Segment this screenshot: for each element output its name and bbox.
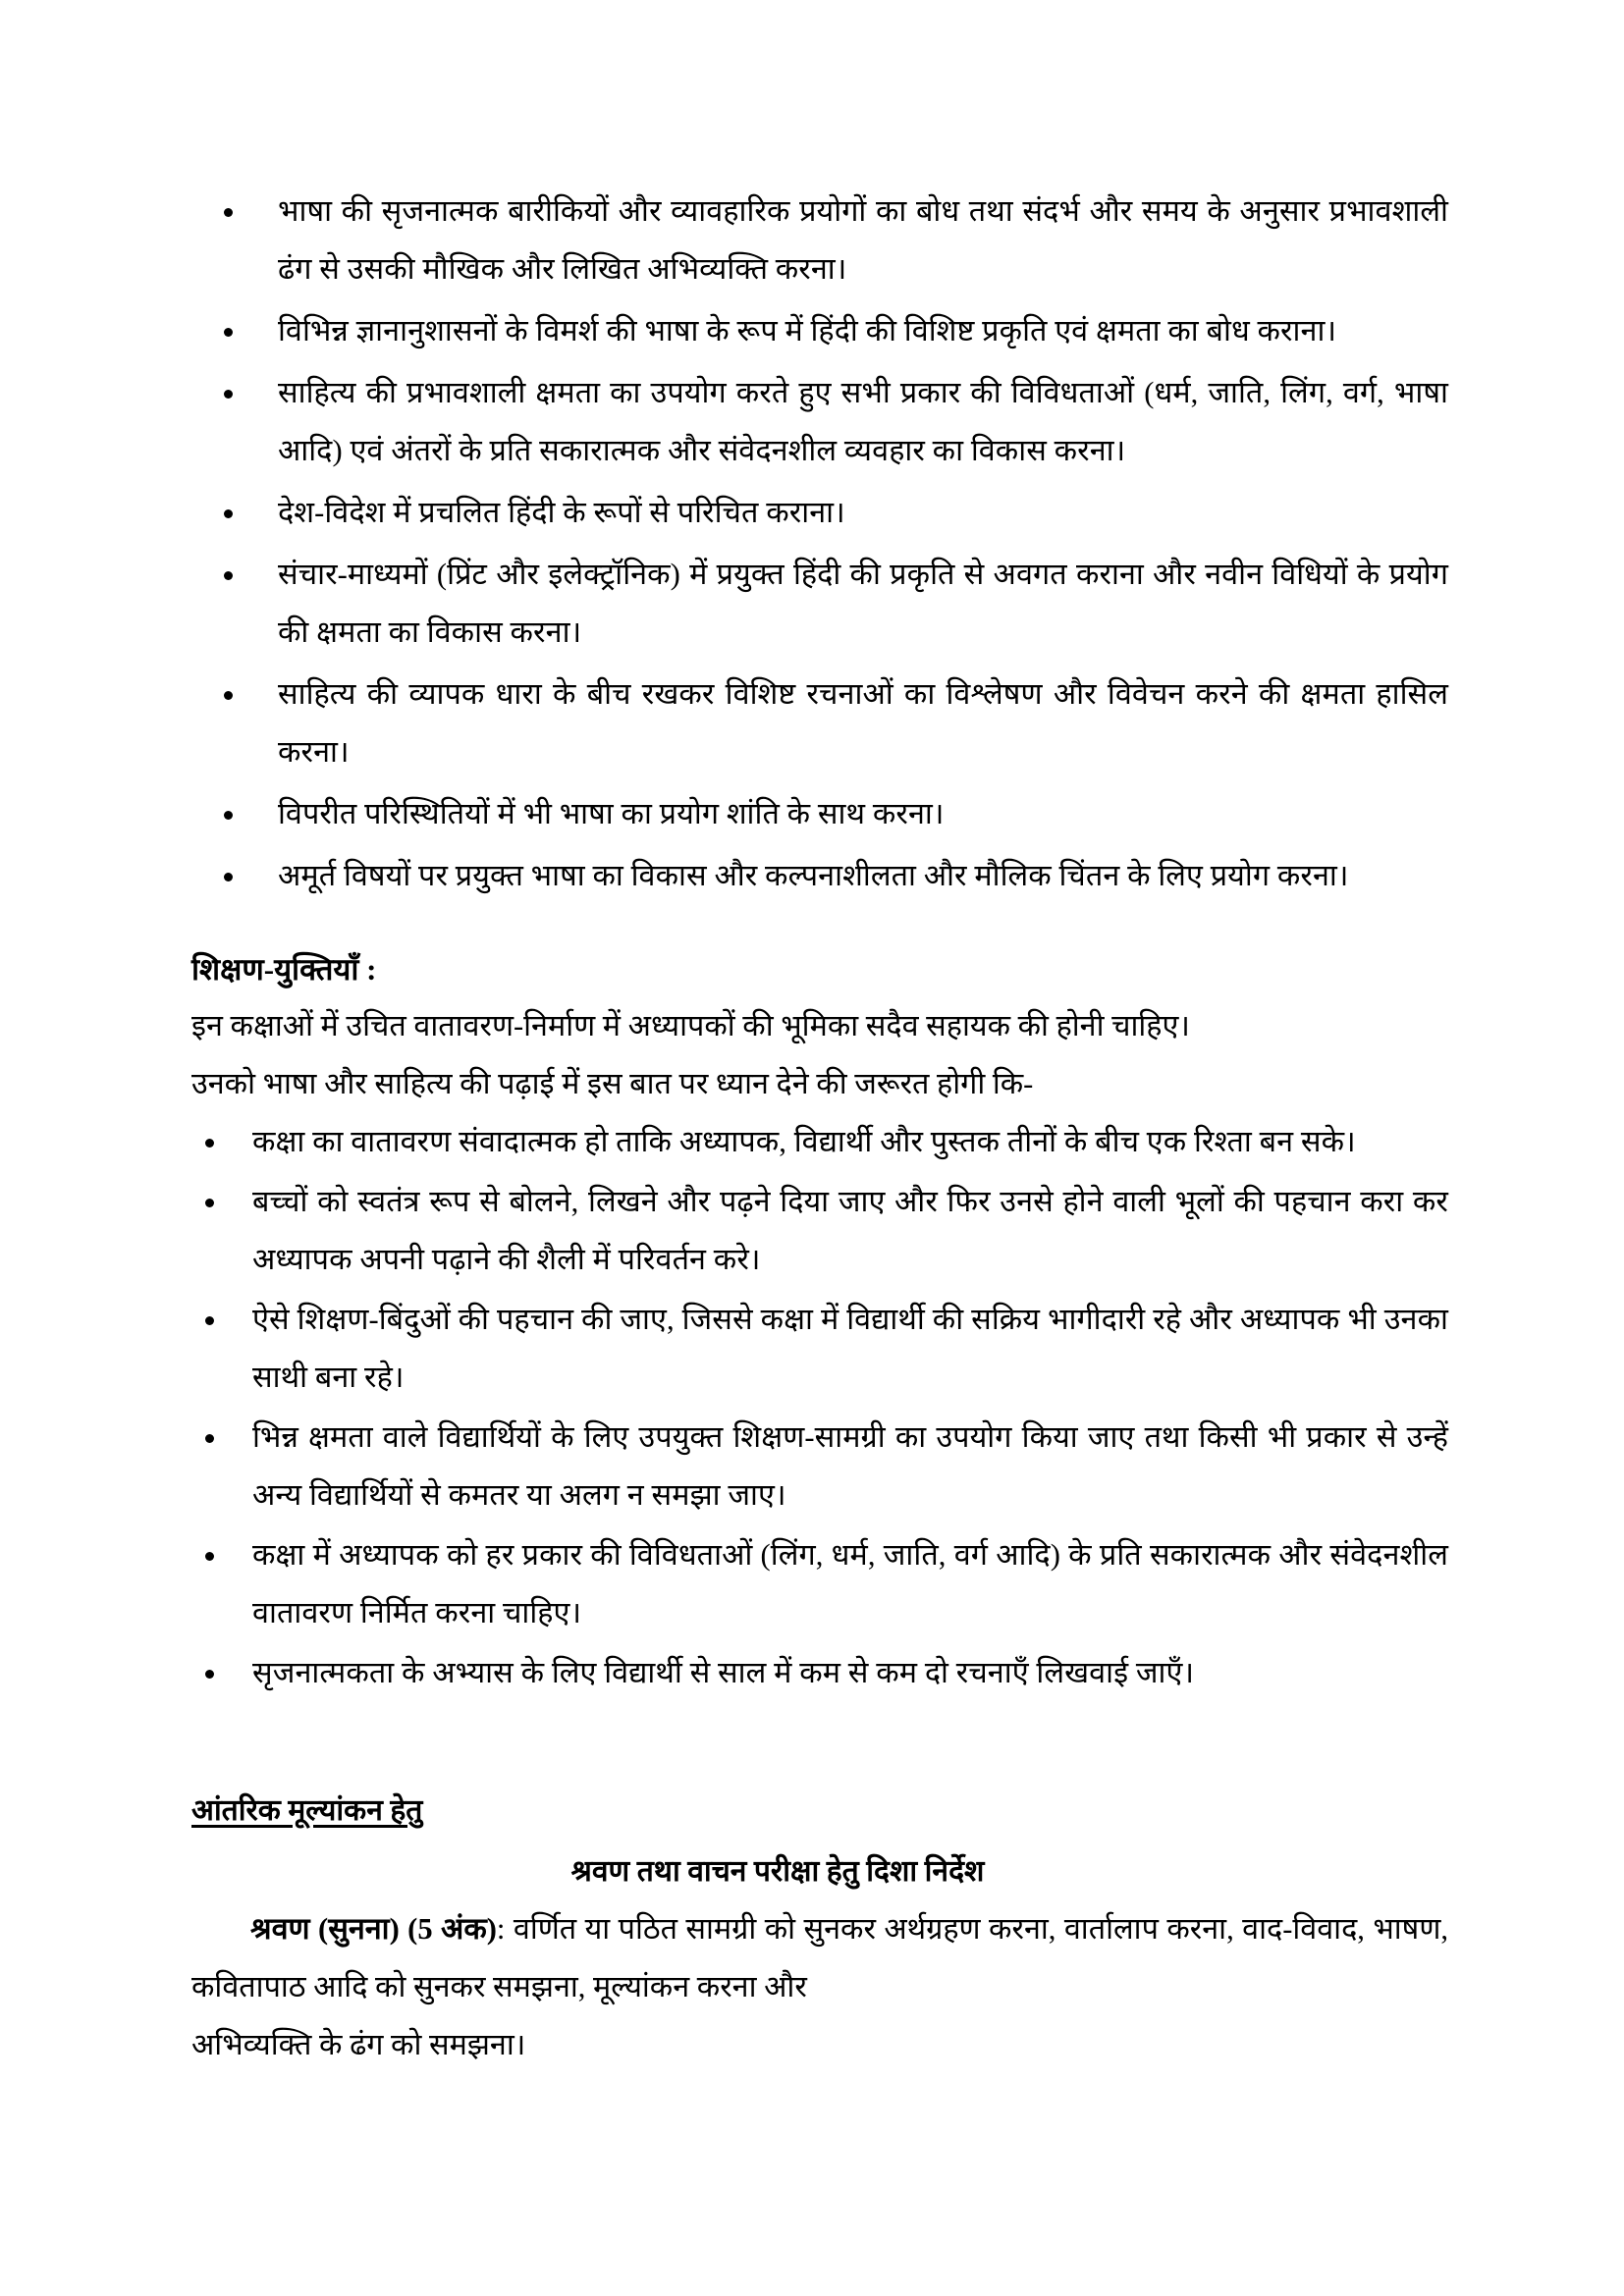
list-item: कक्षा का वातावरण संवादात्मक हो ताकि अध्यापक, विद्यार्थी और पुस्तक तीनों के बीच एक रिश्ता बन सके। [191, 1113, 1448, 1171]
internal-assessment-heading: आंतरिक मूल्यांकन हेतु [191, 1794, 423, 1827]
list-item: भिन्न क्षमता वाले विद्यार्थियों के लिए उपयुक्त शिक्षण-सामग्री का उपयोग किया जाए तथा किसी भी प्रकार से उन्हें अन्य विद्यार्थियों से कमतर या अलग न समझा जाए। [191, 1409, 1448, 1524]
shravan-body-line-2: करना, वाद-विवाद, भाषण, कवितापाठ आदि को सुनकर समझना, मूल्यांकन करना और [191, 1912, 1448, 2003]
list-item: साहित्य की व्यापक धारा के बीच रखकर विशिष्ट रचनाओं का विश्लेषण और विवेचन करने की क्षमता हासिल करना। [191, 666, 1448, 781]
shravan-body-line-1: वर्णित या पठित सामग्री को सुनकर अर्थग्रहण करना, वार्तालाप [513, 1912, 1159, 1946]
shravan-body-line-3: अभिव्यक्ति के ढंग को समझना। [191, 2028, 526, 2061]
listening-reading-guidelines-heading: श्रवण तथा वाचन परीक्षा हेतु दिशा निर्देश [570, 1855, 985, 1888]
teaching-strategies-intro [191, 997, 1448, 1113]
shravan-paragraph [191, 1900, 1448, 2074]
list-item: सृजनात्मकता के अभ्यास के लिए विद्यार्थी से साल में कम से कम दो रचनाएँ लिखवाई जाएँ। [191, 1644, 1448, 1702]
page-content [191, 183, 1448, 2074]
teaching-strategies-list [191, 1113, 1448, 1702]
list-item: साहित्य की प्रभावशाली क्षमता का उपयोग करते हुए सभी प्रकार की विविधताओं (धर्म, जाति, लिंग, वर्ग, भाषा आदि) एवं अंतरों के प्रति सकारात्मक और संवेदनशील व्यवहार का विकास करना। [191, 364, 1448, 480]
list-item: ऐसे शिक्षण-बिंदुओं की पहचान की जाए, जिससे कक्षा में विद्यार्थी की सक्रिय भागीदारी रहे और अध्यापक भी उनका साथी बना रहे। [191, 1291, 1448, 1407]
shravan-separator: : [496, 1912, 506, 1946]
list-item: बच्चों को स्वतंत्र रूप से बोलने, लिखने और पढ़ने दिया जाए और फिर उनसे होने वाली भूलों की पहचान करा कर अध्यापक अपनी पढ़ाने की शैली में परिवर्तन करे। [191, 1173, 1448, 1289]
teaching-strategies-heading: शिक्षण-युक्तियाँ : [191, 952, 377, 987]
section-spacer [191, 1704, 1448, 1787]
shravan-label: श्रवण (सुनना) (5 अंक) [250, 1912, 497, 1946]
list-item: अमूर्त विषयों पर प्रयुक्त भाषा का विकास और कल्पनाशीलता और मौलिक चिंतन के लिए प्रयोग करना। [191, 847, 1448, 905]
intro-line-1: इन कक्षाओं में उचित वातावरण-निर्माण में अध्यापकों की भूमिका सदैव सहायक की होनी चाहिए। [191, 1009, 1190, 1042]
list-item: कक्षा में अध्यापक को हर प्रकार की विविधताओं (लिंग, धर्म, जाति, वर्ग आदि) के प्रति सकारात्मक और संवेदनशील वातावरण निर्मित करना चाहिए। [191, 1526, 1448, 1642]
list-item: देश-विदेश में प्रचलित हिंदी के रूपों से परिचित कराना। [191, 484, 1448, 542]
list-item: विपरीत परिस्थितियों में भी भाषा का प्रयोग शांति के साथ करना। [191, 785, 1448, 843]
list-item: संचार-माध्यमों (प्रिंट और इलेक्ट्रॉनिक) में प्रयुक्त हिंदी की प्रकृति से अवगत कराना और नवीन विधियों के प्रयोग की क्षमता का विकास करना। [191, 546, 1448, 662]
intro-line-2: उनको भाषा और साहित्य की पढ़ाई में इस बात पर ध्यान देने की जरूरत होगी कि- [191, 1067, 1034, 1100]
list-item: विभिन्न ज्ञानानुशासनों के विमर्श की भाषा के रूप में हिंदी की विशिष्ट प्रकृति एवं क्षमता का बोध कराना। [191, 302, 1448, 360]
objectives-list [191, 183, 1448, 905]
list-item: भाषा की सृजनात्मक बारीकियों और व्यावहारिक प्रयोगों का बोध तथा संदर्भ और समय के अनुसार प्रभावशाली ढंग से उसकी मौखिक और लिखित अभिव्यक्ति करना। [191, 183, 1448, 298]
